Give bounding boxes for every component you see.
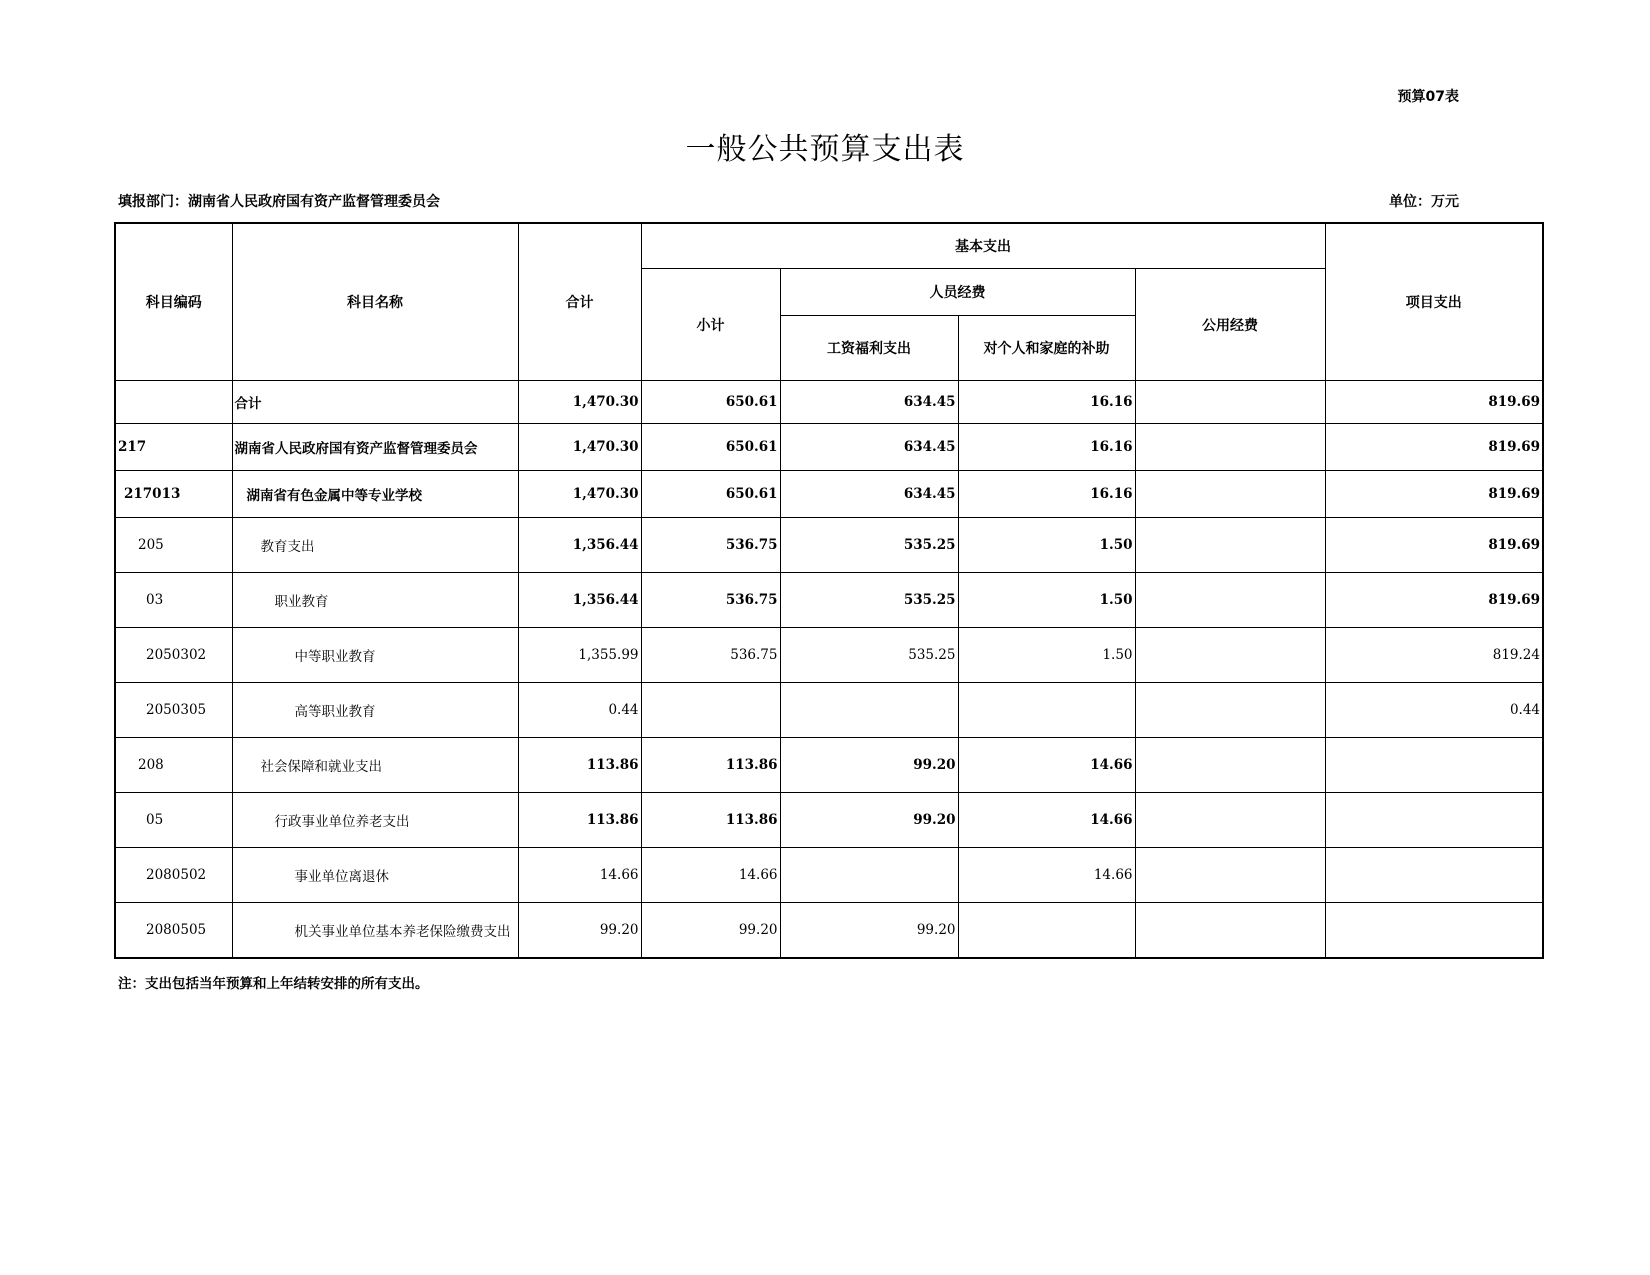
row-wages: 634.45: [780, 471, 958, 518]
row-public: [1135, 848, 1325, 903]
row-name: 合计: [232, 381, 518, 424]
table-row: [115, 848, 1543, 903]
row-project: [1325, 738, 1543, 793]
table-row: [115, 573, 1543, 628]
table-row: [115, 683, 1543, 738]
row-code: 205: [115, 518, 232, 573]
row-name: 教育支出: [232, 518, 518, 573]
row-name: 职业教育: [232, 573, 518, 628]
row-subsidy: 16.16: [958, 471, 1135, 518]
row-project: 819.69: [1325, 424, 1543, 471]
row-wages: [780, 683, 958, 738]
row-code: 217: [115, 424, 232, 471]
row-subtotal: 14.66: [641, 848, 780, 903]
row-code: [115, 381, 232, 424]
row-wages: [780, 848, 958, 903]
row-code: 03: [115, 573, 232, 628]
header-code: 科目编码: [115, 223, 232, 381]
row-total: 1,470.30: [518, 471, 641, 518]
row-code: 2080502: [115, 848, 232, 903]
header-project: 项目支出: [1325, 223, 1543, 381]
row-subsidy: 14.66: [958, 793, 1135, 848]
row-name: 中等职业教育: [232, 628, 518, 683]
row-name: 事业单位离退休: [232, 848, 518, 903]
table-row: [115, 903, 1543, 959]
row-project: 819.24: [1325, 628, 1543, 683]
row-project: 0.44: [1325, 683, 1543, 738]
form-code: 预算07表: [1397, 89, 1459, 105]
row-subtotal: 650.61: [641, 381, 780, 424]
row-public: [1135, 424, 1325, 471]
row-project: [1325, 903, 1543, 959]
row-subsidy: 16.16: [958, 381, 1135, 424]
row-code: 2050302: [115, 628, 232, 683]
row-code: 217013: [115, 471, 232, 518]
department-label: 填报部门：湖南省人民政府国有资产监督管理委员会: [118, 194, 440, 210]
row-subtotal: 650.61: [641, 424, 780, 471]
row-total: 1,470.30: [518, 424, 641, 471]
row-wages: 634.45: [780, 381, 958, 424]
row-subsidy: 1.50: [958, 518, 1135, 573]
row-code: 208: [115, 738, 232, 793]
row-public: [1135, 471, 1325, 518]
row-total: 14.66: [518, 848, 641, 903]
row-wages: 634.45: [780, 424, 958, 471]
row-name: 高等职业教育: [232, 683, 518, 738]
row-public: [1135, 381, 1325, 424]
row-name: 社会保障和就业支出: [232, 738, 518, 793]
header-public: 公用经费: [1135, 269, 1325, 381]
footnote: 注：支出包括当年预算和上年结转安排的所有支出。: [118, 976, 429, 992]
row-wages: 99.20: [780, 738, 958, 793]
row-total: 1,470.30: [518, 381, 641, 424]
row-total: 1,356.44: [518, 573, 641, 628]
table-row: [115, 793, 1543, 848]
row-subsidy: 16.16: [958, 424, 1135, 471]
row-total: 113.86: [518, 738, 641, 793]
page-title: 一般公共预算支出表: [685, 132, 965, 167]
table-row: [115, 628, 1543, 683]
row-public: [1135, 903, 1325, 959]
row-name: 机关事业单位基本养老保险缴费支出: [232, 903, 518, 959]
row-subtotal: 113.86: [641, 738, 780, 793]
table-row: [115, 738, 1543, 793]
row-project: 819.69: [1325, 471, 1543, 518]
row-total: 1,355.99: [518, 628, 641, 683]
row-name: 湖南省人民政府国有资产监督管理委员会: [232, 424, 518, 471]
table-row: [115, 518, 1543, 573]
row-subtotal: 650.61: [641, 471, 780, 518]
row-total: 0.44: [518, 683, 641, 738]
row-subsidy: [958, 903, 1135, 959]
row-public: [1135, 573, 1325, 628]
row-subsidy: [958, 683, 1135, 738]
unit-label: 单位：万元: [1389, 194, 1459, 210]
row-project: 819.69: [1325, 518, 1543, 573]
header-basic: 基本支出: [641, 223, 1325, 269]
row-subtotal: 99.20: [641, 903, 780, 959]
row-wages: 535.25: [780, 518, 958, 573]
row-total: 99.20: [518, 903, 641, 959]
header-subtotal: 小计: [641, 269, 780, 381]
row-public: [1135, 628, 1325, 683]
row-name: 湖南省有色金属中等专业学校: [232, 471, 518, 518]
header-name: 科目名称: [232, 223, 518, 381]
row-wages: 99.20: [780, 903, 958, 959]
row-subsidy: 1.50: [958, 628, 1135, 683]
row-name: 行政事业单位养老支出: [232, 793, 518, 848]
row-subsidy: 14.66: [958, 848, 1135, 903]
budget-table: [114, 222, 1544, 959]
row-subsidy: 1.50: [958, 573, 1135, 628]
row-public: [1135, 738, 1325, 793]
table-row: [115, 424, 1543, 471]
header-personnel: 人员经费: [780, 269, 1135, 316]
row-code: 05: [115, 793, 232, 848]
row-subtotal: 536.75: [641, 518, 780, 573]
row-subtotal: 113.86: [641, 793, 780, 848]
row-public: [1135, 518, 1325, 573]
row-wages: 535.25: [780, 573, 958, 628]
row-code: 2050305: [115, 683, 232, 738]
table-row: [115, 381, 1543, 424]
header-subsidy: 对个人和家庭的补助: [958, 316, 1135, 381]
row-wages: 535.25: [780, 628, 958, 683]
row-public: [1135, 683, 1325, 738]
row-project: 819.69: [1325, 573, 1543, 628]
row-project: [1325, 848, 1543, 903]
table-row: [115, 471, 1543, 518]
header-total: 合计: [518, 223, 641, 381]
header-wages: 工资福利支出: [780, 316, 958, 381]
row-code: 2080505: [115, 903, 232, 959]
row-wages: 99.20: [780, 793, 958, 848]
row-project: 819.69: [1325, 381, 1543, 424]
row-subtotal: 536.75: [641, 573, 780, 628]
row-subtotal: [641, 683, 780, 738]
row-total: 113.86: [518, 793, 641, 848]
row-subsidy: 14.66: [958, 738, 1135, 793]
row-public: [1135, 793, 1325, 848]
row-subtotal: 536.75: [641, 628, 780, 683]
row-project: [1325, 793, 1543, 848]
row-total: 1,356.44: [518, 518, 641, 573]
